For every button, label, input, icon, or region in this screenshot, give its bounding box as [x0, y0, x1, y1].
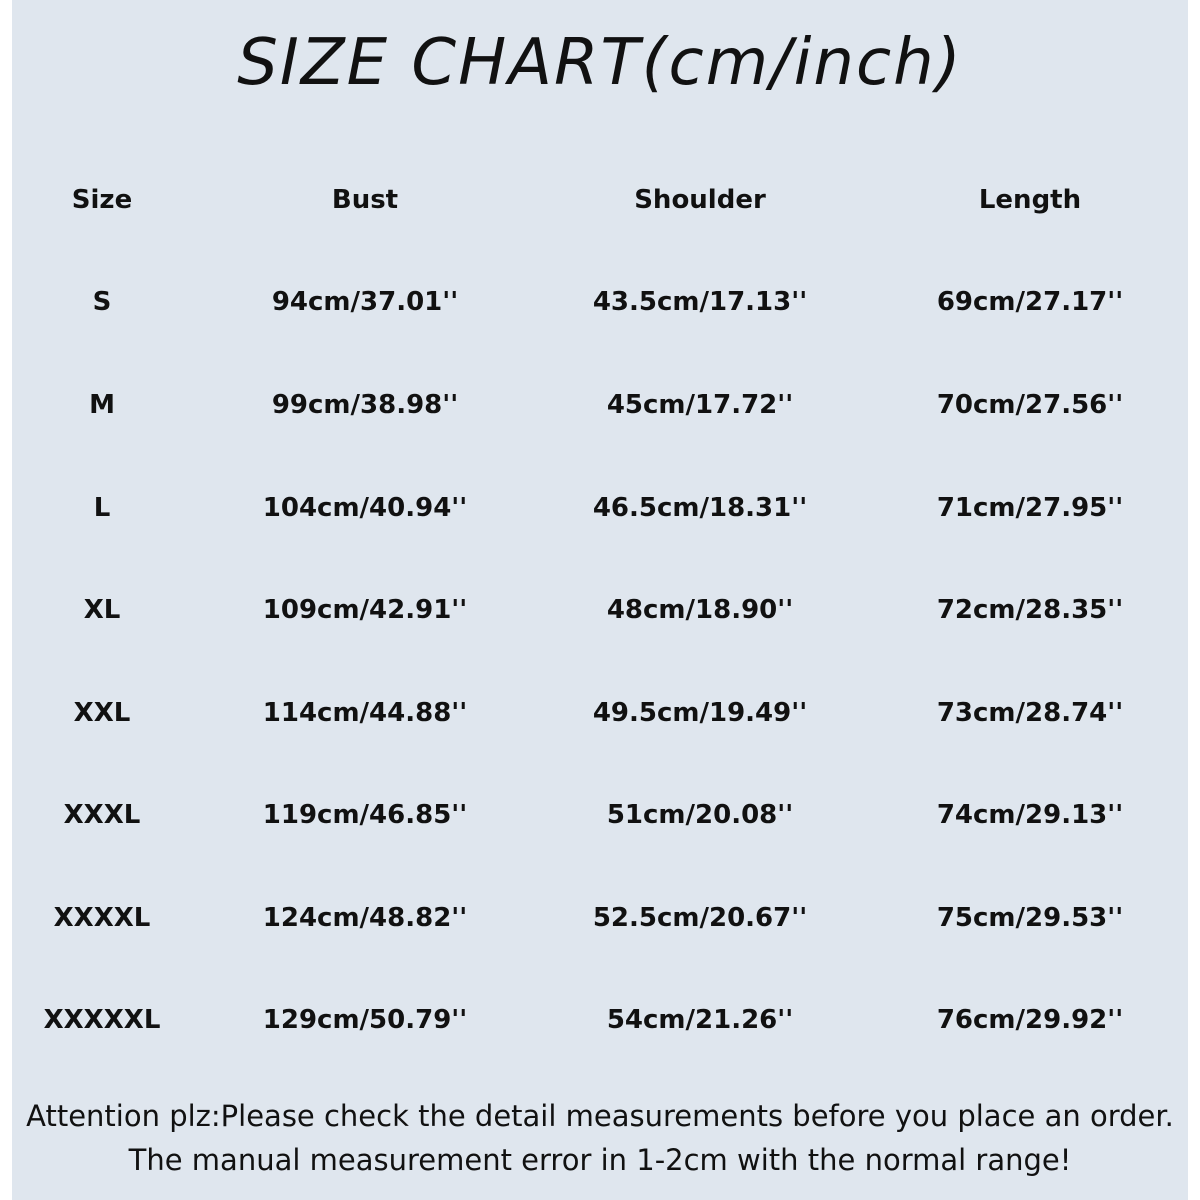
- table-row: [0, 888, 1200, 948]
- bust-cell: 99cm/38.98'': [271, 390, 459, 420]
- table-row: [0, 990, 1200, 1050]
- length-cell: 75cm/29.53'': [936, 903, 1124, 933]
- length-cell: 73cm/28.74'': [936, 698, 1124, 728]
- size-cell: XXL: [73, 698, 131, 728]
- shoulder-cell: 48cm/18.90'': [606, 595, 794, 625]
- header-shoulder: Shoulder: [634, 185, 766, 215]
- table-row: [0, 683, 1200, 743]
- table-row: [0, 785, 1200, 845]
- header-size: Size: [71, 185, 133, 215]
- table-row: [0, 272, 1200, 332]
- header-bust: Bust: [331, 185, 399, 215]
- length-cell: 69cm/27.17'': [936, 287, 1124, 317]
- bust-cell: 129cm/50.79'': [262, 1005, 468, 1035]
- bust-cell: 94cm/37.01'': [271, 287, 459, 317]
- length-cell: 71cm/27.95'': [936, 493, 1124, 523]
- shoulder-cell: 51cm/20.08'': [606, 800, 794, 830]
- bust-cell: 124cm/48.82'': [262, 903, 468, 933]
- table-row: [0, 375, 1200, 435]
- attention-note: Attention plz:Please check the detail measurements before you place an order.: [26, 1099, 1174, 1133]
- table-row: [0, 478, 1200, 538]
- length-cell: 70cm/27.56'': [936, 390, 1124, 420]
- header-length: Length: [978, 185, 1082, 215]
- chart-title: SIZE CHART(cm/inch): [237, 26, 963, 100]
- bust-cell: 119cm/46.85'': [262, 800, 468, 830]
- shoulder-cell: 45cm/17.72'': [606, 390, 794, 420]
- size-cell: XXXXXL: [43, 1005, 161, 1035]
- shoulder-cell: 49.5cm/19.49'': [592, 698, 808, 728]
- length-cell: 76cm/29.92'': [936, 1005, 1124, 1035]
- length-cell: 72cm/28.35'': [936, 595, 1124, 625]
- table-row: [0, 580, 1200, 640]
- bust-cell: 104cm/40.94'': [262, 493, 468, 523]
- shoulder-cell: 46.5cm/18.31'': [592, 493, 808, 523]
- shoulder-cell: 43.5cm/17.13'': [592, 287, 808, 317]
- shoulder-cell: 52.5cm/20.67'': [592, 903, 808, 933]
- shoulder-cell: 54cm/21.26'': [606, 1005, 794, 1035]
- size-cell: S: [92, 287, 112, 317]
- table-header-row: [0, 170, 1200, 230]
- size-cell: M: [89, 390, 115, 420]
- size-cell: XXXXL: [53, 903, 151, 933]
- measurement-error-note: The manual measurement error in 1-2cm with the normal range!: [128, 1143, 1072, 1177]
- size-cell: XXXL: [63, 800, 141, 830]
- bust-cell: 114cm/44.88'': [262, 698, 468, 728]
- length-cell: 74cm/29.13'': [936, 800, 1124, 830]
- size-cell: L: [93, 493, 111, 523]
- bust-cell: 109cm/42.91'': [262, 595, 468, 625]
- size-cell: XL: [83, 595, 121, 625]
